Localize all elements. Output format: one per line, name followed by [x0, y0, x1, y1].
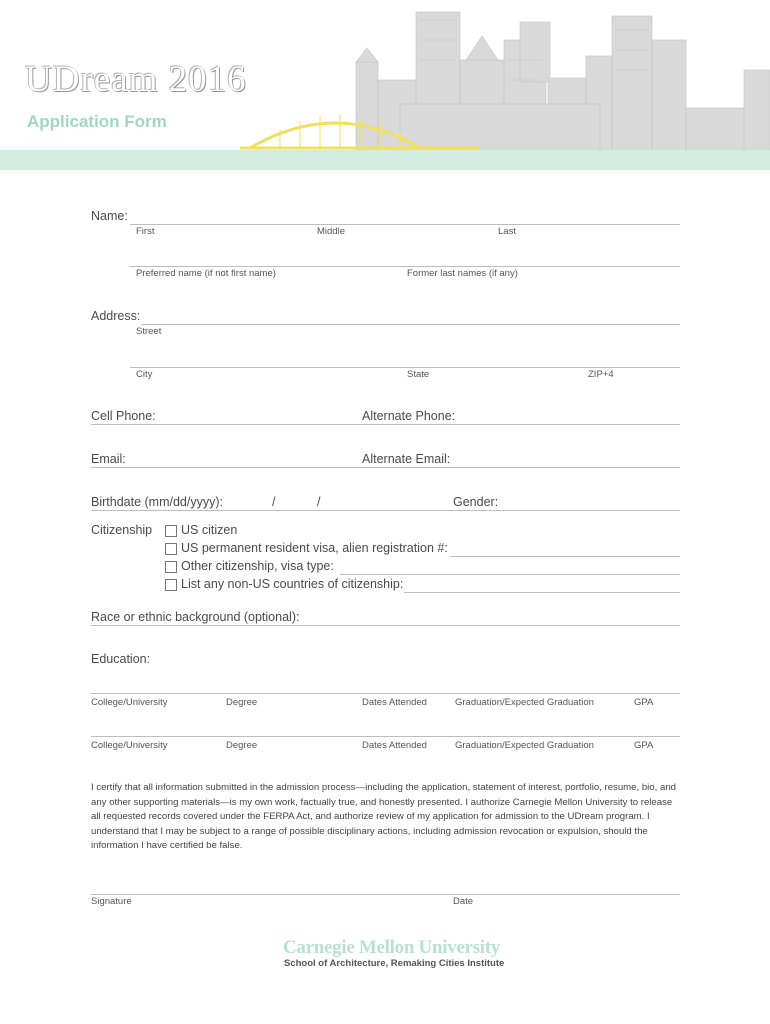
phone-input-line[interactable]: [91, 424, 680, 425]
race-input-line[interactable]: [91, 625, 680, 626]
city-input-line[interactable]: [130, 367, 680, 368]
edu1-degree-caption: Degree: [226, 697, 258, 708]
education-row-1-line[interactable]: [91, 693, 680, 694]
alternate-email-label: Alternate Email:: [362, 452, 451, 466]
certification-paragraph: I certify that all information submitted in the admission process—including the application, statement of interest, portfolio, resume, bio, and any other supporting materials—is my own work, factually true, and honestly presented. I authorize Carnegie Mellon University to release all requested records covered under the FERPA Act, and authorize review of my application for admission to the UDream program. I understand that I may be subject to a range of possible disciplinary actions, including admission revocation or expulsion, should the information I have certified be false.: [91, 782, 676, 851]
race-label: Race or ethnic background (optional):: [91, 610, 300, 624]
email-label: Email:: [91, 452, 126, 466]
edu1-graduation-caption: Graduation/Expected Graduation: [455, 697, 594, 708]
us-citizen-option: US citizen: [181, 523, 238, 537]
education-label: Education:: [91, 652, 151, 666]
date-caption: Date: [453, 896, 474, 907]
non-us-countries-option: List any non-US countries of citizenship:: [181, 577, 404, 591]
edu1-dates-caption: Dates Attended: [362, 697, 427, 708]
edu2-degree-caption: Degree: [226, 740, 258, 751]
us-citizen-checkbox[interactable]: [165, 525, 177, 537]
citizenship-label: Citizenship: [91, 523, 153, 537]
non-us-countries-checkbox[interactable]: [165, 579, 177, 591]
birthdate-slash-1: /: [272, 495, 276, 509]
birthdate-label: Birthdate (mm/dd/yyyy):: [91, 495, 223, 509]
header-banner: [0, 0, 770, 175]
middle-name-caption: Middle: [317, 226, 345, 237]
zip-caption: ZIP+4: [588, 369, 614, 380]
state-caption: State: [407, 369, 430, 380]
edu1-gpa-caption: GPA: [634, 697, 654, 708]
edu2-gpa-caption: GPA: [634, 740, 654, 751]
gender-label: Gender:: [453, 495, 499, 509]
birthdate-slash-2: /: [317, 495, 321, 509]
edu2-dates-caption: Dates Attended: [362, 740, 427, 751]
other-citizenship-option: Other citizenship, visa type:: [181, 559, 334, 573]
udream-title: [25, 58, 247, 101]
last-name-caption: Last: [498, 226, 516, 237]
title-udream-rest: ream 2016: [80, 59, 247, 100]
visa-type-input-line[interactable]: [340, 574, 680, 575]
edu1-college-caption: College/University: [91, 697, 168, 708]
permanent-resident-option: US permanent resident visa, alien registration #:: [181, 541, 448, 555]
signature-caption: Signature: [91, 896, 132, 907]
application-form-title: Application Form: [27, 112, 167, 131]
name-label: Name:: [91, 209, 128, 223]
address-label: Address:: [91, 309, 141, 323]
street-caption: Street: [136, 326, 162, 337]
alien-registration-input-line[interactable]: [450, 556, 680, 557]
name-input-line[interactable]: [130, 224, 680, 225]
other-citizenship-checkbox[interactable]: [165, 561, 177, 573]
alternate-phone-label: Alternate Phone:: [362, 409, 456, 423]
preferred-name-caption: Preferred name (if not first name): [136, 268, 276, 279]
preferred-name-input-line[interactable]: [130, 266, 680, 267]
signature-input-line[interactable]: [91, 894, 680, 895]
cmu-logo-text: Carnegie Mellon University: [283, 937, 500, 958]
edu2-college-caption: College/University: [91, 740, 168, 751]
education-row-2-line[interactable]: [91, 736, 680, 737]
non-us-countries-input-line[interactable]: [404, 592, 680, 593]
city-caption: City: [136, 369, 153, 380]
birthdate-input-line[interactable]: [91, 510, 680, 511]
title-udream-prefix: UD: [25, 59, 81, 100]
cell-phone-label: Cell Phone:: [91, 409, 156, 423]
school-name: School of Architecture, Remaking Cities Institute: [284, 958, 505, 969]
permanent-resident-checkbox[interactable]: [165, 543, 177, 555]
former-names-caption: Former last names (if any): [407, 268, 518, 279]
email-input-line[interactable]: [91, 467, 680, 468]
teal-band: [0, 150, 770, 170]
edu2-graduation-caption: Graduation/Expected Graduation: [455, 740, 594, 751]
street-input-line[interactable]: [141, 324, 680, 325]
first-name-caption: First: [136, 226, 155, 237]
